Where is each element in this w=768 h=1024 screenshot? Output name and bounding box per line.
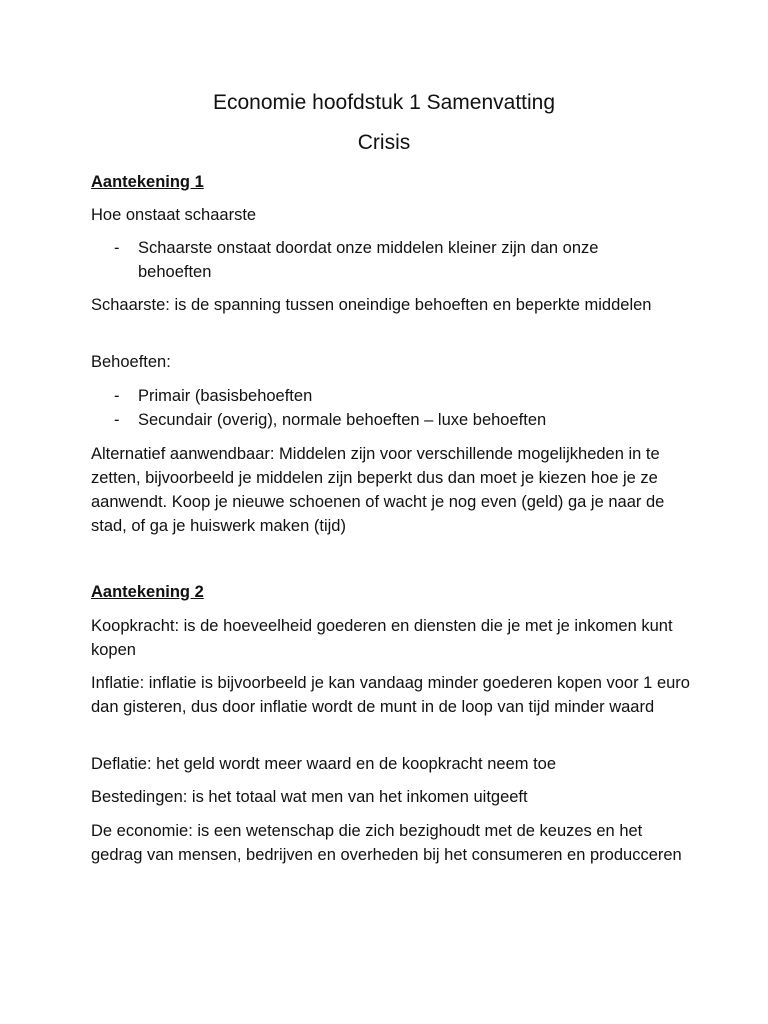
- document-title: Economie hoofdstuk 1 Samenvatting: [212, 91, 556, 114]
- scarcity-bullet: [91, 236, 691, 284]
- bestedingen-paragraph: Bestedingen: is het totaal wat men van het inkomen uitgeeft: [91, 788, 528, 806]
- alternatief-aanwendbaar-paragraph: Alternatief aanwendbaar: Middelen zijn voor verschillende mogelijkheden in te zetten, bijvoorbeeld je middelen zijn beperkt dus dan moet je kiezen hoe je ze aanwendt. Koop je nieuwe schoenen of wacht je nog even (geld) ga je naar de stad, of ga je huiswerk maken (tijd): [91, 445, 665, 535]
- bullet-text: Primair (basisbehoeften: [138, 387, 313, 405]
- behoeften-label: Behoeften:: [91, 353, 171, 371]
- economie-paragraph: De economie: is een wetenschap die zich bezighoudt met de keuzes en het gedrag van mensen, bedrijven en overheden bij het consumeren en producceren: [91, 822, 682, 864]
- section-heading-aantekening-2: Aantekening 2: [91, 583, 204, 601]
- bullet-text: Secundair (overig), normale behoeften – luxe behoeften: [138, 411, 547, 429]
- bullet-dash: -: [114, 411, 120, 429]
- schaarste-definition: Schaarste: is de spanning tussen oneindige behoeften en beperkte middelen: [91, 296, 652, 314]
- section-heading-aantekening-1: Aantekening 1: [91, 173, 204, 191]
- inflatie-paragraph: Inflatie: inflatie is bijvoorbeeld je kan vandaag minder goederen kopen voor 1 euro dan gisteren, dus door inflatie wordt de munt in de loop van tijd minder waard: [91, 674, 690, 716]
- koopkracht-paragraph: Koopkracht: is de hoeveelheid goederen en diensten die je met je inkomen kunt kopen: [91, 617, 673, 659]
- bullet-dash: -: [114, 239, 120, 257]
- bullet-dash: -: [114, 387, 120, 405]
- question-text: Hoe onstaat schaarste: [91, 206, 257, 224]
- document-subtitle: Crisis: [357, 131, 411, 154]
- behoeften-item-secundair: [91, 408, 691, 432]
- deflatie-paragraph: Deflatie: het geld wordt meer waard en de koopkracht neem toe: [91, 755, 557, 773]
- bullet-text: Schaarste onstaat doordat onze middelen kleiner zijn dan onze behoeften: [138, 239, 599, 281]
- behoeften-item-primair: [91, 384, 691, 408]
